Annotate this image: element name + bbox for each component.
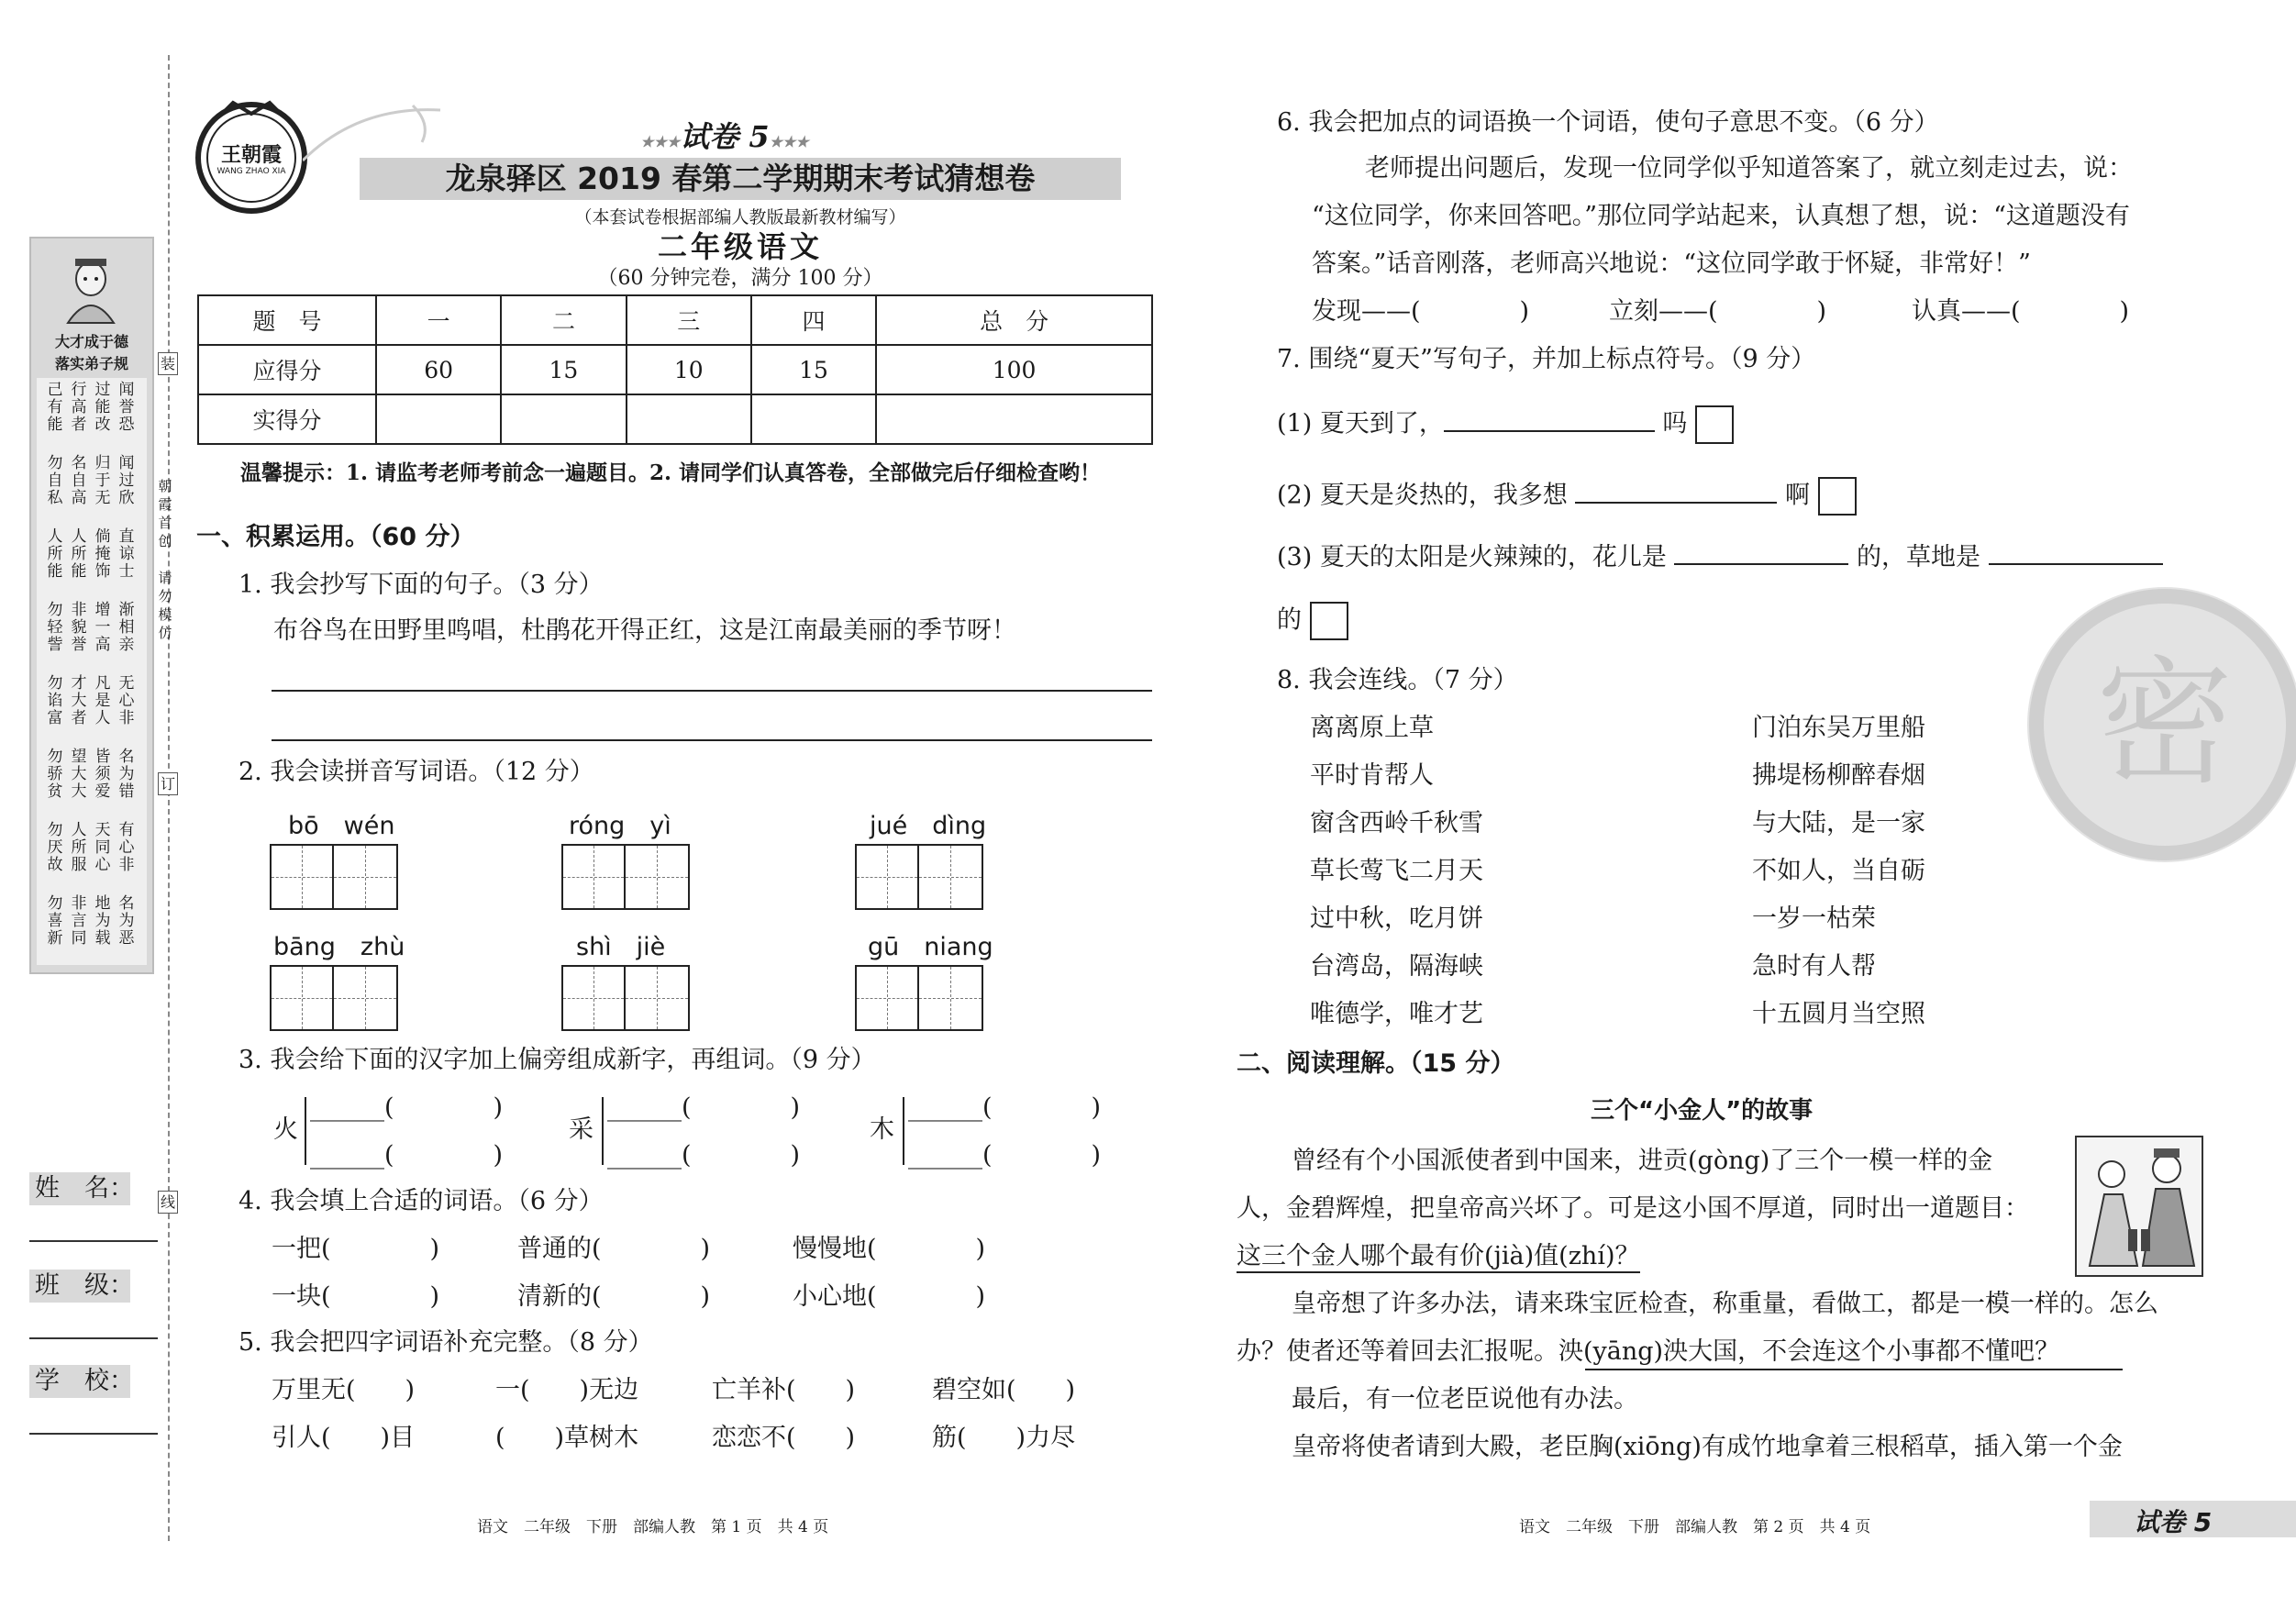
q7-blank-3[interactable]	[1674, 563, 1848, 565]
story-line-3: 这三个金人哪个最有价(jià)值(zhí)？	[1237, 1242, 1640, 1273]
score-header-row	[198, 295, 1152, 345]
school-label: 学 校：	[29, 1365, 130, 1398]
q4-label: 4. 我会填上合适的词语。（6 分）	[238, 1187, 604, 1215]
q4-item[interactable]: 一把( )	[272, 1235, 440, 1263]
sidebar-verse-column: 直 谅 士	[118, 527, 135, 581]
q6-answer[interactable]: 立刻——( )	[1609, 297, 1827, 326]
q3-blank[interactable]: ______( )	[607, 1093, 801, 1122]
story-line-2: 人，金碧辉煌，把皇帝高兴坏了。可是这小国不厚道，同时出一道题目：	[1237, 1194, 2029, 1223]
footer-left: 语文 二年级 下册 部编人教 第 1 页 共 4 页	[477, 1518, 829, 1536]
q5-item[interactable]: 筋( )力尽	[932, 1424, 1076, 1452]
q6-answer[interactable]: 认真——( )	[1912, 297, 2130, 326]
match-right-item[interactable]: 十五圆月当空照	[1752, 1000, 1925, 1028]
score-cell: 60	[376, 345, 501, 394]
sidebar-verse-column: 非 貌 誉	[71, 601, 87, 654]
pinyin-3: jué dìng	[870, 812, 987, 840]
story-line-7: 皇帝将使者请到大殿，老臣胸(xiōng)有成竹地拿着三根稻草，插入第一个金	[1292, 1433, 2123, 1461]
sidebar-verse-column: 名 自 高	[71, 454, 87, 507]
score-table	[197, 294, 1153, 445]
sidebar-verse-column: 勿 轻 訾	[47, 601, 63, 654]
binding-line	[168, 55, 170, 1541]
q4-item[interactable]: 小心地( )	[793, 1282, 986, 1311]
sidebar-verse-column: 无 心 非	[118, 674, 135, 727]
sidebar-verse-column: 天 同 心	[94, 821, 111, 874]
section1-heading: 一、积累运用。（60 分）	[196, 523, 475, 551]
q3-blank[interactable]: ______( )	[310, 1141, 504, 1170]
q7-sentence-3-end: 的	[1277, 602, 1348, 640]
q7-blank-2[interactable]	[1575, 502, 1777, 504]
score-header-cell: 一	[376, 295, 501, 345]
pinyin-6: gū niang	[868, 933, 993, 961]
q7-punct-box-1[interactable]	[1695, 405, 1734, 444]
sidebar-verse-column: 皆 须 爱	[94, 748, 111, 801]
pinyin-1: bō wén	[288, 812, 395, 840]
match-left-item[interactable]: 过中秋，吃月饼	[1310, 904, 1483, 933]
match-left-item[interactable]: 平时肯帮人	[1310, 761, 1434, 790]
q4-item[interactable]: 清新的( )	[517, 1282, 711, 1311]
exam-duration: （60 分钟完卷，满分 100 分）	[597, 267, 883, 290]
score-cell: 10	[627, 345, 751, 394]
writing-grid-5[interactable]	[561, 965, 690, 1031]
q7-label: 7. 围绕“夏天”写句子，并加上标点符号。（9 分）	[1277, 345, 1816, 373]
q6-passage-line-2: “这位同学，你来回答吧。”那位同学站起来，认真想了想，说：“这道题没有	[1312, 202, 2130, 230]
q3-char-3: 木	[870, 1115, 894, 1144]
margin-label-ding: 订	[158, 772, 178, 795]
score-cell: 应得分	[198, 345, 376, 394]
section2-heading: 二、阅读理解。（15 分）	[1237, 1049, 1515, 1078]
q4-item[interactable]: 普通的( )	[517, 1235, 711, 1263]
margin-label-xian: 线	[158, 1191, 178, 1214]
match-right-item[interactable]: 急时有人帮	[1752, 952, 1876, 981]
sidebar-verse-column: 人 所 能	[71, 527, 87, 581]
sidebar-verse-column: 望 大 大	[71, 748, 87, 801]
student-class-field[interactable]	[29, 1270, 158, 1339]
q2-label: 2. 我会读拼音写词语。（12 分）	[238, 758, 594, 786]
sidebar-verse-column: 地 为 载	[94, 894, 111, 948]
logo-text: 王朝霞	[220, 143, 282, 167]
match-left-item[interactable]: 离离原上草	[1310, 714, 1434, 742]
story-line-5: 办？使者还等着回去汇报呢。泱(yāng)泱大国，不会连这个小事都不懂吧？	[1237, 1337, 2060, 1366]
score-input-cell[interactable]	[876, 394, 1152, 444]
q1-label: 1. 我会抄写下面的句子。（3 分）	[238, 571, 604, 599]
sidebar-verse-column: 非 言 同	[71, 894, 87, 948]
sidebar-verse-column: 己 有 能	[47, 381, 63, 434]
score-header-cell: 题 号	[198, 295, 376, 345]
writing-grid-6[interactable]	[855, 965, 983, 1031]
margin-label-zhuang: 装	[158, 352, 178, 375]
sidebar-verse-column: 增 一 高	[94, 601, 111, 654]
svg-text:密: 密	[2095, 644, 2235, 804]
q5-item[interactable]: ( )草树木	[495, 1424, 639, 1452]
story-illustration	[2075, 1136, 2203, 1277]
match-left-item[interactable]: 台湾岛，隔海峡	[1310, 952, 1483, 981]
q5-label: 5. 我会把四字词语补充完整。（8 分）	[238, 1328, 653, 1357]
story-line-1: 曾经有个小国派使者到中国来，进贡(gòng)了三个一模一样的金	[1292, 1147, 1993, 1175]
q7-sentence-1: (1) 夏天到了， 吗	[1277, 405, 1734, 444]
sidebar-verse-column: 有 心 非	[118, 821, 135, 874]
writing-grid-4[interactable]	[270, 965, 398, 1031]
score-cell: 100	[876, 345, 1152, 394]
grade-subject: 二年级语文	[657, 229, 823, 264]
sidebar-verse-column: 名 为 恶	[118, 894, 135, 948]
score-actual-row	[198, 394, 1152, 444]
score-cell: 15	[751, 345, 876, 394]
name-label: 姓 名：	[29, 1172, 130, 1205]
student-school-field[interactable]	[29, 1365, 158, 1435]
q4-item[interactable]: 慢慢地( )	[793, 1235, 986, 1263]
q6-label: 6. 我会把加点的词语换一个词语，使句子意思不变。（6 分）	[1277, 108, 1939, 137]
score-input-cell[interactable]	[751, 394, 876, 444]
q3-label: 3. 我会给下面的汉字加上偏旁组成新字，再组词。（9 分）	[238, 1046, 876, 1074]
student-name-field[interactable]	[29, 1172, 158, 1242]
q3-blank[interactable]: ______( )	[908, 1141, 1102, 1170]
sidebar-verse-column: 凡 是 人	[94, 674, 111, 727]
margin-label-nocopy: 请勿模仿	[158, 570, 172, 641]
q7-sentence-3: (3) 夏天的太阳是火辣辣的，花儿是 的，草地是	[1277, 543, 2163, 572]
q3-char-1: 火	[273, 1115, 298, 1144]
sidebar-verse-column: 归 于 无	[94, 454, 111, 507]
sidebar-verse-column: 勿 厌 故	[47, 821, 63, 874]
paper-number: ★★★试卷 5★★★	[640, 119, 809, 154]
sidebar-verse-column: 勿 谄 富	[47, 674, 63, 727]
score-input-cell[interactable]	[376, 394, 501, 444]
score-header-cell: 总 分	[876, 295, 1152, 345]
q1-sentence: 布谷鸟在田野里鸣唱，杜鹃花开得正红，这是江南最美丽的季节呀！	[273, 616, 1016, 645]
score-input-cell[interactable]	[627, 394, 751, 444]
class-label: 班 级：	[29, 1270, 130, 1303]
q6-passage-line-3: 答案。”话音刚落，老师高兴地说：“这位同学敢于怀疑，非常好！”	[1312, 250, 2031, 278]
sidebar-verse-column: 勿 骄 贫	[47, 748, 63, 801]
logo-subtext: WANG ZHAO XIA	[216, 167, 286, 176]
q7-punct-box-2[interactable]	[1818, 477, 1857, 516]
story-line-4: 皇帝想了许多办法，请来珠宝匠检查，称重量，看做工，都是一模一样的。怎么	[1292, 1290, 2158, 1318]
q7-blank-1[interactable]	[1444, 430, 1655, 432]
score-header-cell: 二	[501, 295, 626, 345]
q3-blank[interactable]: ______( )	[607, 1141, 801, 1170]
story-underline-5	[1585, 1369, 2123, 1370]
motto-line-2: 落实弟子规	[54, 355, 128, 372]
writing-grid-1[interactable]	[270, 844, 398, 910]
sidebar-verse-column: 渐 相 亲	[118, 601, 135, 654]
q7-sentence-2: (2) 夏天是炎热的，我多想 啊	[1277, 477, 1857, 516]
footer-right: 语文 二年级 下册 部编人教 第 2 页 共 4 页	[1519, 1518, 1871, 1536]
q5-item[interactable]: 一( )无边	[495, 1376, 639, 1404]
q5-item[interactable]: 恋恋不( )	[712, 1424, 856, 1452]
sidebar-verse-column: 行 高 者	[71, 381, 87, 434]
q4-item[interactable]: 一块( )	[272, 1282, 440, 1311]
sidebar-verse-column: 闻 誉 恐	[118, 381, 135, 434]
sidebar-verse-column: 勿 自 私	[47, 454, 63, 507]
q5-item[interactable]: 亡羊补( )	[712, 1376, 856, 1404]
match-right-item[interactable]: 不如人，当自砺	[1752, 857, 1925, 885]
match-right-item[interactable]: 与大陆，是一家	[1752, 809, 1925, 837]
exam-tip: 温馨提示：1. 请监考老师考前念一遍题目。2. 请同学们认真答卷，全部做完后仔细检查哟！	[240, 460, 1102, 485]
pinyin-2: róng yì	[569, 812, 671, 840]
q1-answer-line-1[interactable]	[272, 690, 1152, 692]
story-title: 三个“小金人”的故事	[1591, 1097, 1814, 1125]
q8-label: 8. 我会连线。（7 分）	[1277, 666, 1518, 694]
motto-line-1: 大才成于德	[54, 333, 128, 350]
score-cell: 15	[501, 345, 626, 394]
q6-passage-line-1: 老师提出问题后，发现一位同学似乎知道答案了，就立刻走过去，说：	[1365, 154, 2133, 183]
q3-blank[interactable]: ______( )	[908, 1093, 1102, 1122]
score-expected-row	[198, 345, 1152, 394]
sidebar-verse-column: 勿 喜 新	[47, 894, 63, 948]
score-cell: 实得分	[198, 394, 376, 444]
pinyin-5: shì jiè	[576, 933, 666, 961]
margin-label-original: 朝霞首创	[158, 478, 172, 549]
q7-blank-4[interactable]	[1989, 563, 2163, 565]
sidebar-verse-column: 过 能 改	[94, 381, 111, 434]
sidebar-verse-column: 闻 过 欣	[118, 454, 135, 507]
footer-tag: 试卷 5	[2134, 1507, 2213, 1537]
exam-title: 龙泉驿区 2019 春第二学期期末考试猜想卷	[445, 161, 1036, 196]
q3-blank[interactable]: ______( )	[310, 1093, 504, 1122]
sidebar-verse-column: 人 所 服	[71, 821, 87, 874]
match-right-item[interactable]: 拂堤杨柳醉春烟	[1752, 761, 1925, 790]
exam-subtitle: （本套试卷根据部编人教版最新教材编写）	[574, 207, 906, 227]
pinyin-4: bāng zhù	[273, 933, 405, 961]
sidebar-verse-column: 倘 掩 饰	[94, 527, 111, 581]
match-left-item[interactable]: 唯德学，唯才艺	[1310, 1000, 1483, 1028]
writing-grid-3[interactable]	[855, 844, 983, 910]
sidebar-verse-column: 人 所 能	[47, 527, 63, 581]
score-input-cell[interactable]	[501, 394, 626, 444]
match-left-item[interactable]: 窗含西岭千秋雪	[1310, 809, 1483, 837]
sidebar-verse-column: 才 大 者	[71, 674, 87, 727]
q3-char-2: 采	[569, 1115, 593, 1144]
brand-logo	[193, 99, 310, 216]
match-right-item[interactable]: 门泊东吴万里船	[1752, 714, 1925, 742]
q6-answer[interactable]: 发现——( )	[1312, 297, 1530, 326]
match-left-item[interactable]: 草长莺飞二月天	[1310, 857, 1483, 885]
sidebar-verse-column: 名 为 错	[118, 748, 135, 801]
q5-item[interactable]: 万里无( )	[272, 1376, 416, 1404]
score-header-cell: 三	[627, 295, 751, 345]
writing-grid-2[interactable]	[561, 844, 690, 910]
q1-answer-line-2[interactable]	[272, 739, 1152, 741]
q5-item[interactable]: 引人( )目	[272, 1424, 416, 1452]
match-right-item[interactable]: 一岁一枯荣	[1752, 904, 1876, 933]
q5-item[interactable]: 碧空如( )	[932, 1376, 1076, 1404]
confidential-seal	[2027, 587, 2296, 862]
story-line-6: 最后，有一位老臣说他有办法。	[1292, 1385, 1638, 1414]
q7-punct-box-3[interactable]	[1310, 602, 1348, 640]
scholar-illustration	[59, 251, 123, 325]
score-header-cell: 四	[751, 295, 876, 345]
